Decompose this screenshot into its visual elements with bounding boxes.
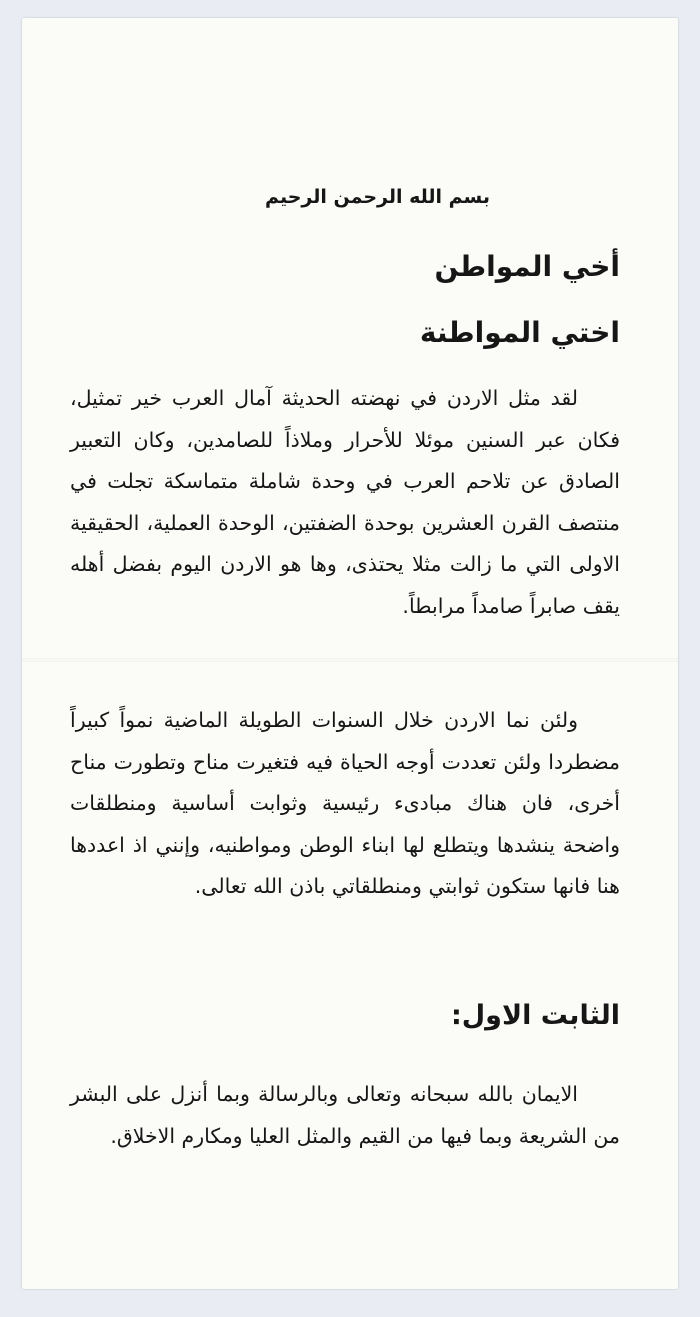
basmala: بسم الله الرحمن الرحيم <box>265 186 490 208</box>
greeting-male: أخي المواطن <box>434 250 620 283</box>
greeting-female: اختي المواطنة <box>419 316 620 349</box>
section-1-title: الثابت الاول: <box>450 1000 620 1031</box>
fold-line <box>22 658 678 662</box>
paragraph-2: ولئن نما الاردن خلال السنوات الطويلة الماضية نمواً كبيراً مضطردا ولئن تعددت أوجه الحياة فيه فتغيرت مناح وتطورت مناح أخرى، فان هناك مبادىء رئيسية وثوابت أساسية ومنطلقات واضحة ينشدها ويتطلع لها ابناء الوطن ومواطنيه، وإنني اذ اعددها هنا فانها ستكون ثوابتي ومنطلقاتي باذن الله تعالى. <box>70 708 620 898</box>
document-sheet <box>22 18 678 1289</box>
paragraph-1: لقد مثل الاردن في نهضته الحديثة آمال العرب خير تمثيل، فكان عبر السنين موئلا للأحرار وملاذاً للصامدين، وكان التعبير الصادق عن تلاحم العرب في وحدة شاملة متماسكة تجلت في منتصف القرن العشرين بوحدة الضفتين، الوحدة العملية، الحقيقية الاولى التي ما زالت مثلا يحتذى، وها هو الاردن اليوم بفضل أهله يقف صابراً صامداً مرابطاً. <box>70 386 620 618</box>
section-1-text: الايمان بالله سبحانه وتعالى وبالرسالة وبما أنزل على البشر من الشريعة وبما فيها من القيم والمثل العليا ومكارم الاخلاق. <box>70 1082 620 1148</box>
